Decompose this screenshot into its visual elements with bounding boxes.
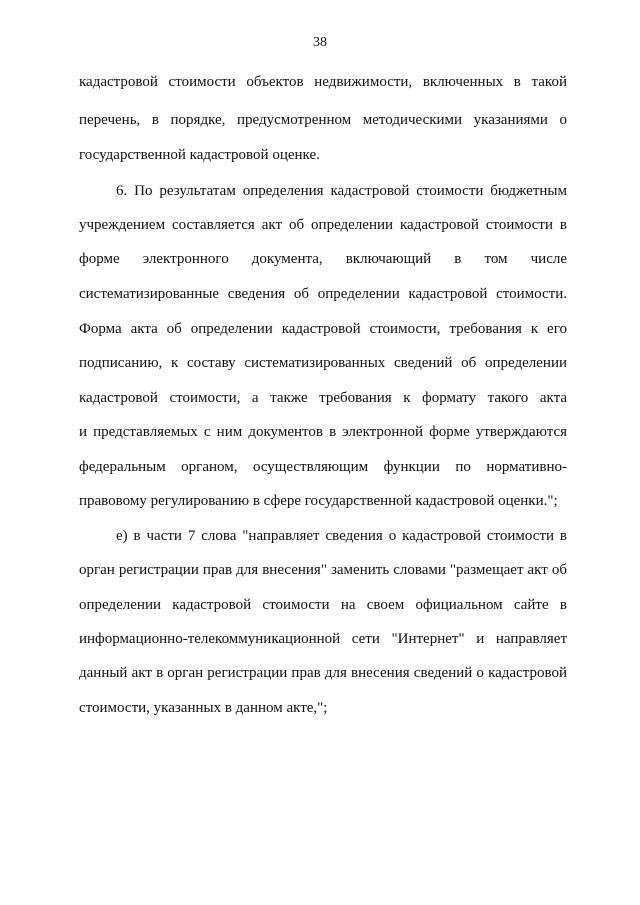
text-line: Форма акта об определении кадастровой стоимости, требования к его bbox=[79, 321, 567, 337]
text-line: государственной кадастровой оценке. bbox=[79, 147, 320, 163]
text-line: е) в части 7 слова "направляет сведения о кадастровой стоимости в bbox=[116, 528, 567, 544]
text-line: систематизированные сведения об определении кадастровой стоимости. bbox=[79, 286, 567, 302]
text-line: учреждением составляется акт об определении кадастровой стоимости в bbox=[79, 217, 567, 233]
text-line: орган регистрации прав для внесения" заменить словами "размещает акт об bbox=[79, 562, 567, 578]
text-line: подписанию, к составу систематизированных сведений об определении bbox=[79, 355, 567, 371]
text-line: форме электронного документа, включающий в том числе bbox=[79, 251, 567, 267]
text-line: кадастровой стоимости, а также требования к формату такого акта bbox=[79, 390, 567, 406]
text-line: информационно-телекоммуникационной сети "Интернет" и направляет bbox=[79, 631, 567, 647]
text-line: федеральным органом, осуществляющим функции по нормативно- bbox=[79, 459, 567, 475]
text-line: данный акт в орган регистрации прав для внесения сведений о кадастровой bbox=[79, 665, 567, 681]
text-line: 6. По результатам определения кадастровой стоимости бюджетным bbox=[116, 183, 567, 199]
text-line: стоимости, указанных в данном акте,"; bbox=[79, 700, 328, 716]
text-line: перечень, в порядке, предусмотренном методическими указаниями о bbox=[79, 112, 567, 128]
text-line: кадастровой стоимости объектов недвижимости, включенных в такой bbox=[79, 74, 567, 90]
text-line: и представляемых с ним документов в электронной форме утверждаются bbox=[79, 424, 567, 440]
text-line: правовому регулированию в сфере государственной кадастровой оценки."; bbox=[79, 493, 558, 509]
text-line: определении кадастровой стоимости на своем официальном сайте в bbox=[79, 597, 567, 613]
page-number: 38 bbox=[313, 35, 327, 50]
